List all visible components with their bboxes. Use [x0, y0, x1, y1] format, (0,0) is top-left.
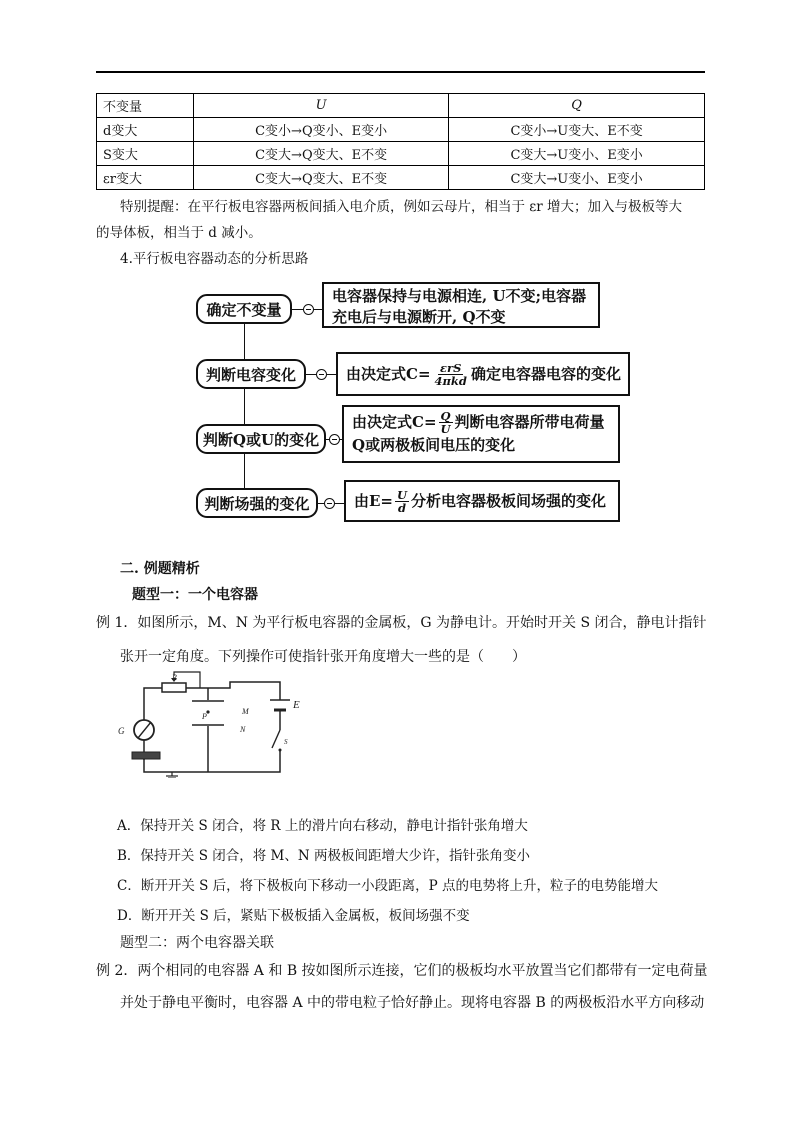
- type-2-title: 题型二：两个电容器关联: [120, 935, 274, 951]
- electrometer-icon: [132, 720, 160, 759]
- flow-step-label: 确定不变量: [206, 300, 282, 319]
- formula-fraction: $\frac{U}{d}$: [397, 487, 408, 515]
- label-r: R: [172, 673, 177, 682]
- battery-icon: [270, 700, 290, 710]
- type-1-title: 题型一：一个电容器: [132, 587, 258, 603]
- table-header-row: [97, 94, 705, 118]
- note-line-1: 特别提醒：在平行板电容器两板间插入电介质，例如云母片，相当于 εr 增大；加入与极板等大: [120, 199, 683, 215]
- circuit-wire: [144, 738, 280, 772]
- table-row: [97, 166, 705, 190]
- flow-desc-text: 分析电容器极板间场强的变化: [411, 491, 607, 510]
- flow-step-3: [196, 424, 326, 454]
- switch-icon: [272, 730, 282, 752]
- table-header-cell: 不变量: [97, 94, 194, 118]
- circuit-diagram: [100, 668, 310, 778]
- flow-desc-4: [344, 480, 620, 522]
- table-cell: εr变大: [97, 166, 194, 190]
- flow-desc-text: 确定电容器电容的变化: [470, 364, 621, 383]
- comparison-table: [96, 93, 705, 190]
- flow-desc-text: 由E=: [354, 491, 394, 510]
- table-cell: d变大: [97, 118, 194, 142]
- flow-desc-text: 充电后与电源断开, Q不变: [332, 308, 506, 326]
- flow-desc-3: [342, 405, 620, 463]
- label-g: G: [118, 726, 125, 736]
- table-cell: C变大→Q变大、E不变: [194, 166, 449, 190]
- formula-fraction: $\frac{\text{εrS}}{\text{4πkd}}$: [434, 360, 467, 388]
- option-b[interactable]: B．保持开关 S 闭合，将 M、N 两极板间距增大少许，指针张角变小: [117, 848, 530, 864]
- table-cell: C变大→Q变大、E不变: [194, 142, 449, 166]
- example-2-line-2: 并处于静电平衡时，电容器 A 中的带电粒子恰好静止。现将电容器 B 的两极板沿水平方向移动: [120, 995, 705, 1011]
- table-cell: S变大: [97, 142, 194, 166]
- flow-step-4: [196, 488, 318, 518]
- flow-step-label: 判断场强的变化: [204, 494, 310, 513]
- option-d[interactable]: D．断开开关 S 后，紧贴下极板插入金属板，板间场强不变: [117, 908, 470, 924]
- table-cell: C变小→Q变小、E变小: [194, 118, 449, 142]
- table-cell: C变大→U变小、E变小: [449, 142, 705, 166]
- connector-node-icon: [303, 304, 314, 315]
- flow-desc-text: 判断电容器所带电荷量: [454, 413, 605, 431]
- section-4-title: 4.平行板电容器动态的分析思路: [120, 251, 309, 267]
- flow-step-label: 判断Q或U的变化: [202, 430, 320, 449]
- section-2-title: 二. 例题精析: [120, 561, 200, 577]
- connector-node-icon: [324, 498, 335, 509]
- example-2-line-1: 例 2．两个相同的电容器 A 和 B 按如图所示连接，它们的极板均水平放置当它们都带有一定电荷量: [96, 963, 708, 979]
- flow-desc-2: [336, 352, 630, 396]
- table-header-cell: Q: [449, 94, 705, 118]
- option-a[interactable]: A．保持开关 S 闭合，将 R 上的滑片向右移动，静电计指针张角增大: [117, 818, 528, 834]
- connector-node-icon: [329, 434, 340, 445]
- flow-desc-text: 由决定式C=: [346, 364, 431, 383]
- table-cell: C变小→U变大、E不变: [449, 118, 705, 142]
- capacitor-plates-icon: [192, 701, 224, 725]
- flow-step-label: 判断电容变化: [205, 365, 296, 384]
- formula-fraction: $\frac{Q}{U}$: [440, 409, 451, 436]
- flow-desc-text: 由决定式C=: [352, 413, 437, 431]
- example-1-line-1: 例 1．如图所示，M、N 为平行板电容器的金属板，G 为静电计。开始时开关 S 闭合，静电计指针: [96, 615, 707, 631]
- option-c[interactable]: C．断开开关 S 后，将下极板向下移动一小段距离，P 点的电势将上升，粒子的电势能增大: [117, 878, 659, 894]
- note-line-2: 的导体板，相当于 d 减小。: [96, 225, 262, 241]
- ground-icon: [166, 772, 178, 778]
- example-1-line-2: 张开一定角度。下列操作可使指针张开角度增大一些的是（ ）: [120, 649, 526, 665]
- connector-node-icon: [316, 369, 327, 380]
- flow-desc-text: 电容器保持与电源相连, U不变;电容器: [332, 287, 587, 305]
- table-row: [97, 142, 705, 166]
- label-e: E: [293, 699, 300, 711]
- label-n: N: [240, 725, 246, 734]
- flow-connector: [244, 322, 245, 502]
- flow-desc-1: [322, 282, 600, 328]
- label-p: P: [202, 712, 207, 721]
- table-row: [97, 118, 705, 142]
- flow-step-2: [196, 359, 306, 389]
- rheostat-icon: [162, 672, 200, 692]
- header-rule: [96, 71, 705, 73]
- table-header-cell: U: [194, 94, 449, 118]
- label-s: S: [284, 738, 288, 746]
- flow-step-1: [196, 294, 292, 324]
- table-cell: C变大→U变小、E变小: [449, 166, 705, 190]
- flow-desc-text: Q或两极板间电压的变化: [352, 436, 516, 454]
- label-m: M: [242, 707, 249, 716]
